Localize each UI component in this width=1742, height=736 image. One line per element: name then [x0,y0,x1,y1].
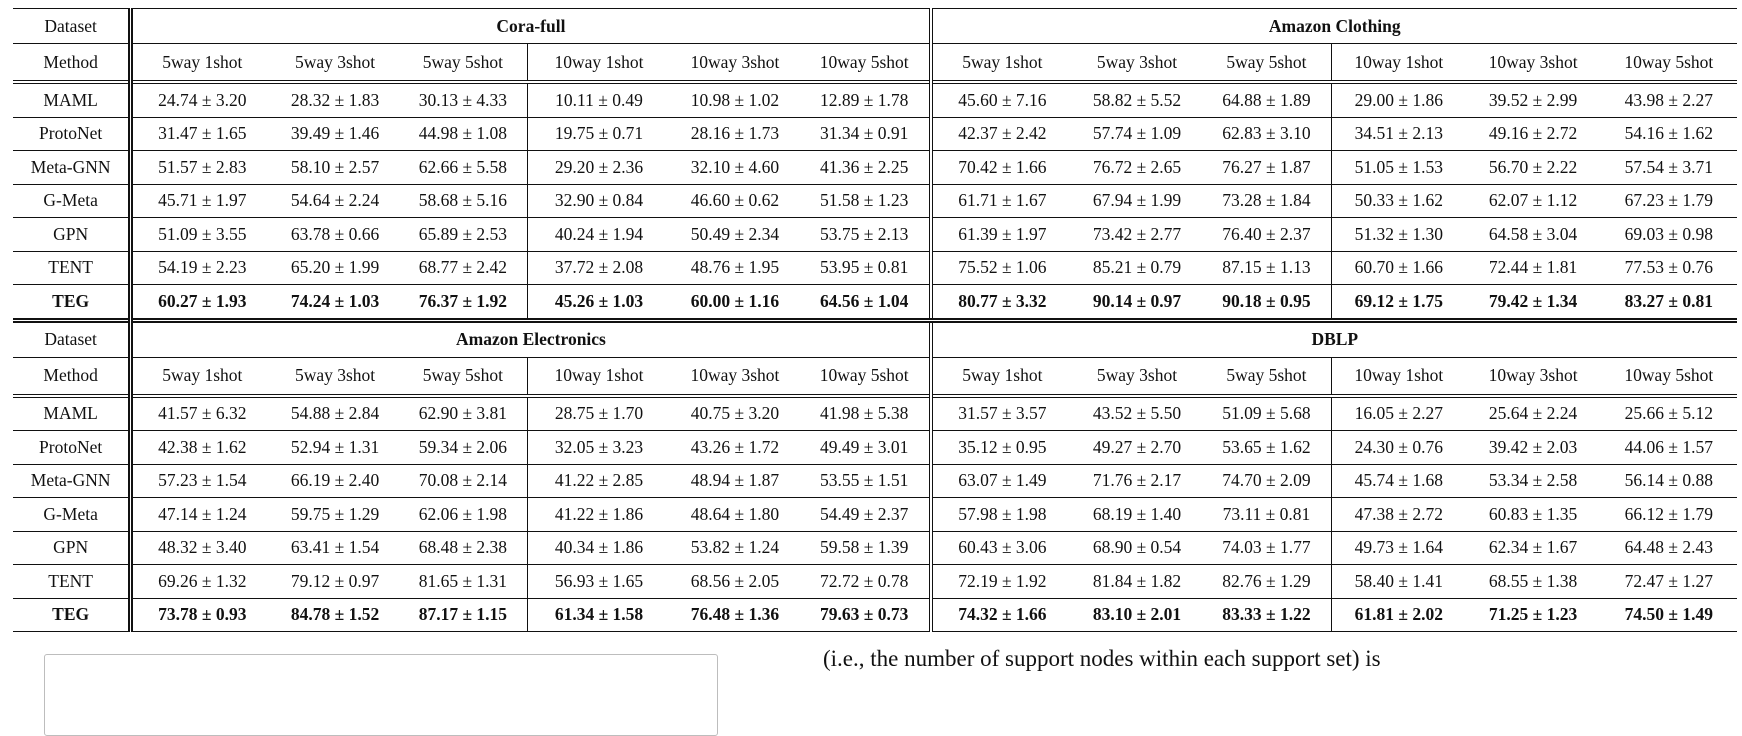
dataset-header-row [13,320,1737,357]
result-cell: 31.57 ± 3.57 [931,396,1073,431]
table-row [13,396,1737,431]
result-cell: 24.74 ± 3.20 [131,82,272,117]
results-table-body [13,9,1737,632]
result-cell: 41.22 ± 2.85 [527,464,670,498]
result-cell: 58.68 ± 5.16 [399,184,528,218]
result-cell: 60.43 ± 3.06 [931,531,1073,565]
result-cell: 63.78 ± 0.66 [271,218,399,252]
setting-header: 10way 5shot [1601,44,1737,83]
result-cell: 25.64 ± 2.24 [1466,396,1601,431]
result-cell: 62.06 ± 1.98 [399,498,528,532]
result-cell: 28.75 ± 1.70 [527,396,670,431]
result-cell: 40.75 ± 3.20 [670,396,800,431]
result-cell: 43.26 ± 1.72 [670,431,800,465]
result-cell: 56.93 ± 1.65 [527,565,670,599]
result-cell: 53.55 ± 1.51 [800,464,931,498]
result-cell: 42.38 ± 1.62 [131,431,272,465]
result-cell: 62.66 ± 5.58 [399,151,528,185]
result-cell: 70.08 ± 2.14 [399,464,528,498]
figure-frame [44,654,718,736]
table-row [13,598,1737,632]
result-cell: 29.00 ± 1.86 [1332,82,1466,117]
result-cell: 25.66 ± 5.12 [1601,396,1737,431]
result-cell: 61.71 ± 1.67 [931,184,1073,218]
result-cell: 60.70 ± 1.66 [1332,251,1466,285]
result-cell: 87.15 ± 1.13 [1202,251,1332,285]
setting-header: 5way 3shot [271,357,399,396]
result-cell: 51.57 ± 2.83 [131,151,272,185]
setting-header: 5way 1shot [131,44,272,83]
result-cell: 44.06 ± 1.57 [1601,431,1737,465]
table-row [13,117,1737,151]
result-cell: 47.38 ± 2.72 [1332,498,1466,532]
setting-header: 10way 1shot [527,44,670,83]
method-label: Method [13,357,131,396]
result-cell: 81.65 ± 1.31 [399,565,528,599]
result-cell: 69.03 ± 0.98 [1601,218,1737,252]
result-cell: 79.42 ± 1.34 [1466,285,1601,321]
setting-header: 5way 5shot [1202,357,1332,396]
result-cell: 43.98 ± 2.27 [1601,82,1737,117]
result-cell: 39.42 ± 2.03 [1466,431,1601,465]
result-cell: 49.16 ± 2.72 [1466,117,1601,151]
result-cell: 73.78 ± 0.93 [131,598,272,632]
result-cell: 45.71 ± 1.97 [131,184,272,218]
setting-header: 5way 3shot [271,44,399,83]
result-cell: 57.23 ± 1.54 [131,464,272,498]
dataset-label: Dataset [13,320,131,357]
result-cell: 63.07 ± 1.49 [931,464,1073,498]
method-name: Meta-GNN [13,464,131,498]
result-cell: 90.14 ± 0.97 [1072,285,1202,321]
result-cell: 74.70 ± 2.09 [1202,464,1332,498]
result-cell: 50.49 ± 2.34 [670,218,800,252]
result-cell: 28.32 ± 1.83 [271,82,399,117]
result-cell: 79.63 ± 0.73 [800,598,931,632]
result-cell: 66.12 ± 1.79 [1601,498,1737,532]
result-cell: 49.73 ± 1.64 [1332,531,1466,565]
dataset-name: DBLP [931,320,1737,357]
result-cell: 12.89 ± 1.78 [800,82,931,117]
result-cell: 32.10 ± 4.60 [670,151,800,185]
result-cell: 24.30 ± 0.76 [1332,431,1466,465]
setting-header: 5way 1shot [131,357,272,396]
result-cell: 72.19 ± 1.92 [931,565,1073,599]
result-cell: 64.48 ± 2.43 [1601,531,1737,565]
result-cell: 70.42 ± 1.66 [931,151,1073,185]
result-cell: 83.27 ± 0.81 [1601,285,1737,321]
result-cell: 41.22 ± 1.86 [527,498,670,532]
result-cell: 30.13 ± 4.33 [399,82,528,117]
result-cell: 48.64 ± 1.80 [670,498,800,532]
table-row [13,151,1737,185]
result-cell: 62.83 ± 3.10 [1202,117,1332,151]
setting-header: 10way 3shot [670,44,800,83]
result-cell: 84.78 ± 1.52 [271,598,399,632]
result-cell: 65.20 ± 1.99 [271,251,399,285]
result-cell: 76.37 ± 1.92 [399,285,528,321]
result-cell: 41.57 ± 6.32 [131,396,272,431]
setting-header: 10way 5shot [800,357,931,396]
setting-header: 10way 5shot [1601,357,1737,396]
result-cell: 10.11 ± 0.49 [527,82,670,117]
result-cell: 49.49 ± 3.01 [800,431,931,465]
table-row [13,464,1737,498]
result-cell: 28.16 ± 1.73 [670,117,800,151]
setting-header-row [13,44,1737,83]
result-cell: 62.07 ± 1.12 [1466,184,1601,218]
result-cell: 62.90 ± 3.81 [399,396,528,431]
result-cell: 51.05 ± 1.53 [1332,151,1466,185]
result-cell: 54.64 ± 2.24 [271,184,399,218]
table-row [13,251,1737,285]
result-cell: 35.12 ± 0.95 [931,431,1073,465]
setting-header: 5way 1shot [931,357,1073,396]
result-cell: 76.72 ± 2.65 [1072,151,1202,185]
result-cell: 65.89 ± 2.53 [399,218,528,252]
method-name: TENT [13,251,131,285]
result-cell: 32.05 ± 3.23 [527,431,670,465]
result-cell: 53.75 ± 2.13 [800,218,931,252]
result-cell: 90.18 ± 0.95 [1202,285,1332,321]
result-cell: 73.28 ± 1.84 [1202,184,1332,218]
table-row [13,565,1737,599]
result-cell: 51.32 ± 1.30 [1332,218,1466,252]
results-table-container [13,8,1737,632]
result-cell: 62.34 ± 1.67 [1466,531,1601,565]
result-cell: 31.34 ± 0.91 [800,117,931,151]
result-cell: 72.44 ± 1.81 [1466,251,1601,285]
setting-header: 5way 5shot [399,357,528,396]
result-cell: 57.54 ± 3.71 [1601,151,1737,185]
result-cell: 69.26 ± 1.32 [131,565,272,599]
result-cell: 45.60 ± 7.16 [931,82,1073,117]
result-cell: 46.60 ± 0.62 [670,184,800,218]
result-cell: 41.98 ± 5.38 [800,396,931,431]
result-cell: 48.76 ± 1.95 [670,251,800,285]
result-cell: 74.24 ± 1.03 [271,285,399,321]
setting-header: 5way 3shot [1072,44,1202,83]
result-cell: 16.05 ± 2.27 [1332,396,1466,431]
result-cell: 48.32 ± 3.40 [131,531,272,565]
result-cell: 61.81 ± 2.02 [1332,598,1466,632]
result-cell: 73.42 ± 2.77 [1072,218,1202,252]
result-cell: 71.25 ± 1.23 [1466,598,1601,632]
result-cell: 68.77 ± 2.42 [399,251,528,285]
result-cell: 40.34 ± 1.86 [527,531,670,565]
result-cell: 64.56 ± 1.04 [800,285,931,321]
result-cell: 59.34 ± 2.06 [399,431,528,465]
result-cell: 60.27 ± 1.93 [131,285,272,321]
result-cell: 39.52 ± 2.99 [1466,82,1601,117]
result-cell: 80.77 ± 3.32 [931,285,1073,321]
dataset-label: Dataset [13,9,131,44]
result-cell: 45.26 ± 1.03 [527,285,670,321]
setting-header: 10way 1shot [527,357,670,396]
result-cell: 31.47 ± 1.65 [131,117,272,151]
result-cell: 41.36 ± 2.25 [800,151,931,185]
setting-header: 5way 1shot [931,44,1073,83]
table-row [13,184,1737,218]
result-cell: 53.82 ± 1.24 [670,531,800,565]
result-cell: 10.98 ± 1.02 [670,82,800,117]
result-cell: 47.14 ± 1.24 [131,498,272,532]
result-cell: 49.27 ± 2.70 [1072,431,1202,465]
body-text-fragment: (i.e., the number of support nodes within each support set) is [823,646,1381,671]
method-name: MAML [13,396,131,431]
setting-header: 5way 5shot [1202,44,1332,83]
result-cell: 58.82 ± 5.52 [1072,82,1202,117]
result-cell: 37.72 ± 2.08 [527,251,670,285]
result-cell: 61.39 ± 1.97 [931,218,1073,252]
table-row [13,82,1737,117]
method-name: TEG [13,598,131,632]
setting-header: 10way 3shot [1466,357,1601,396]
result-cell: 53.34 ± 2.58 [1466,464,1601,498]
method-name: GPN [13,531,131,565]
method-name: G-Meta [13,498,131,532]
result-cell: 58.40 ± 1.41 [1332,565,1466,599]
result-cell: 83.10 ± 2.01 [1072,598,1202,632]
result-cell: 29.20 ± 2.36 [527,151,670,185]
result-cell: 85.21 ± 0.79 [1072,251,1202,285]
result-cell: 66.19 ± 2.40 [271,464,399,498]
result-cell: 54.19 ± 2.23 [131,251,272,285]
result-cell: 43.52 ± 5.50 [1072,396,1202,431]
result-cell: 68.55 ± 1.38 [1466,565,1601,599]
result-cell: 68.48 ± 2.38 [399,531,528,565]
dataset-name: Cora-full [131,9,931,44]
result-cell: 79.12 ± 0.97 [271,565,399,599]
result-cell: 45.74 ± 1.68 [1332,464,1466,498]
result-cell: 74.32 ± 1.66 [931,598,1073,632]
result-cell: 73.11 ± 0.81 [1202,498,1332,532]
result-cell: 63.41 ± 1.54 [271,531,399,565]
method-name: GPN [13,218,131,252]
result-cell: 56.14 ± 0.88 [1601,464,1737,498]
result-cell: 68.56 ± 2.05 [670,565,800,599]
result-cell: 40.24 ± 1.94 [527,218,670,252]
result-cell: 76.40 ± 2.37 [1202,218,1332,252]
result-cell: 32.90 ± 0.84 [527,184,670,218]
result-cell: 82.76 ± 1.29 [1202,565,1332,599]
result-cell: 67.23 ± 1.79 [1601,184,1737,218]
method-name: ProtoNet [13,431,131,465]
table-row [13,531,1737,565]
result-cell: 53.95 ± 0.81 [800,251,931,285]
result-cell: 54.16 ± 1.62 [1601,117,1737,151]
method-name: Meta-GNN [13,151,131,185]
dataset-name: Amazon Clothing [931,9,1737,44]
result-cell: 68.90 ± 0.54 [1072,531,1202,565]
result-cell: 76.48 ± 1.36 [670,598,800,632]
result-cell: 74.50 ± 1.49 [1601,598,1737,632]
setting-header: 10way 3shot [670,357,800,396]
result-cell: 50.33 ± 1.62 [1332,184,1466,218]
method-name: TEG [13,285,131,321]
results-table [13,8,1737,632]
result-cell: 53.65 ± 1.62 [1202,431,1332,465]
result-cell: 60.00 ± 1.16 [670,285,800,321]
setting-header: 10way 1shot [1332,44,1466,83]
result-cell: 72.47 ± 1.27 [1601,565,1737,599]
result-cell: 71.76 ± 2.17 [1072,464,1202,498]
result-cell: 42.37 ± 2.42 [931,117,1073,151]
method-name: TENT [13,565,131,599]
result-cell: 54.49 ± 2.37 [800,498,931,532]
table-row [13,498,1737,532]
result-cell: 64.58 ± 3.04 [1466,218,1601,252]
result-cell: 69.12 ± 1.75 [1332,285,1466,321]
result-cell: 61.34 ± 1.58 [527,598,670,632]
method-name: MAML [13,82,131,117]
result-cell: 34.51 ± 2.13 [1332,117,1466,151]
result-cell: 87.17 ± 1.15 [399,598,528,632]
method-name: ProtoNet [13,117,131,151]
result-cell: 19.75 ± 0.71 [527,117,670,151]
result-cell: 68.19 ± 1.40 [1072,498,1202,532]
result-cell: 60.83 ± 1.35 [1466,498,1601,532]
result-cell: 51.09 ± 3.55 [131,218,272,252]
setting-header: 5way 3shot [1072,357,1202,396]
result-cell: 51.58 ± 1.23 [800,184,931,218]
result-cell: 51.09 ± 5.68 [1202,396,1332,431]
below-table-region [0,646,1742,725]
table-row [13,285,1737,321]
result-cell: 72.72 ± 0.78 [800,565,931,599]
result-cell: 57.98 ± 1.98 [931,498,1073,532]
result-cell: 59.58 ± 1.39 [800,531,931,565]
result-cell: 77.53 ± 0.76 [1601,251,1737,285]
method-name: G-Meta [13,184,131,218]
setting-header: 10way 1shot [1332,357,1466,396]
result-cell: 64.88 ± 1.89 [1202,82,1332,117]
result-cell: 58.10 ± 2.57 [271,151,399,185]
result-cell: 67.94 ± 1.99 [1072,184,1202,218]
result-cell: 44.98 ± 1.08 [399,117,528,151]
result-cell: 56.70 ± 2.22 [1466,151,1601,185]
method-label: Method [13,44,131,83]
table-row [13,431,1737,465]
setting-header: 10way 5shot [800,44,931,83]
result-cell: 74.03 ± 1.77 [1202,531,1332,565]
result-cell: 57.74 ± 1.09 [1072,117,1202,151]
setting-header-row [13,357,1737,396]
result-cell: 54.88 ± 2.84 [271,396,399,431]
setting-header: 10way 3shot [1466,44,1601,83]
dataset-header-row [13,9,1737,44]
result-cell: 52.94 ± 1.31 [271,431,399,465]
result-cell: 59.75 ± 1.29 [271,498,399,532]
result-cell: 81.84 ± 1.82 [1072,565,1202,599]
result-cell: 48.94 ± 1.87 [670,464,800,498]
result-cell: 39.49 ± 1.46 [271,117,399,151]
table-row [13,218,1737,252]
setting-header: 5way 5shot [399,44,528,83]
result-cell: 75.52 ± 1.06 [931,251,1073,285]
result-cell: 76.27 ± 1.87 [1202,151,1332,185]
result-cell: 83.33 ± 1.22 [1202,598,1332,632]
dataset-name: Amazon Electronics [131,320,931,357]
